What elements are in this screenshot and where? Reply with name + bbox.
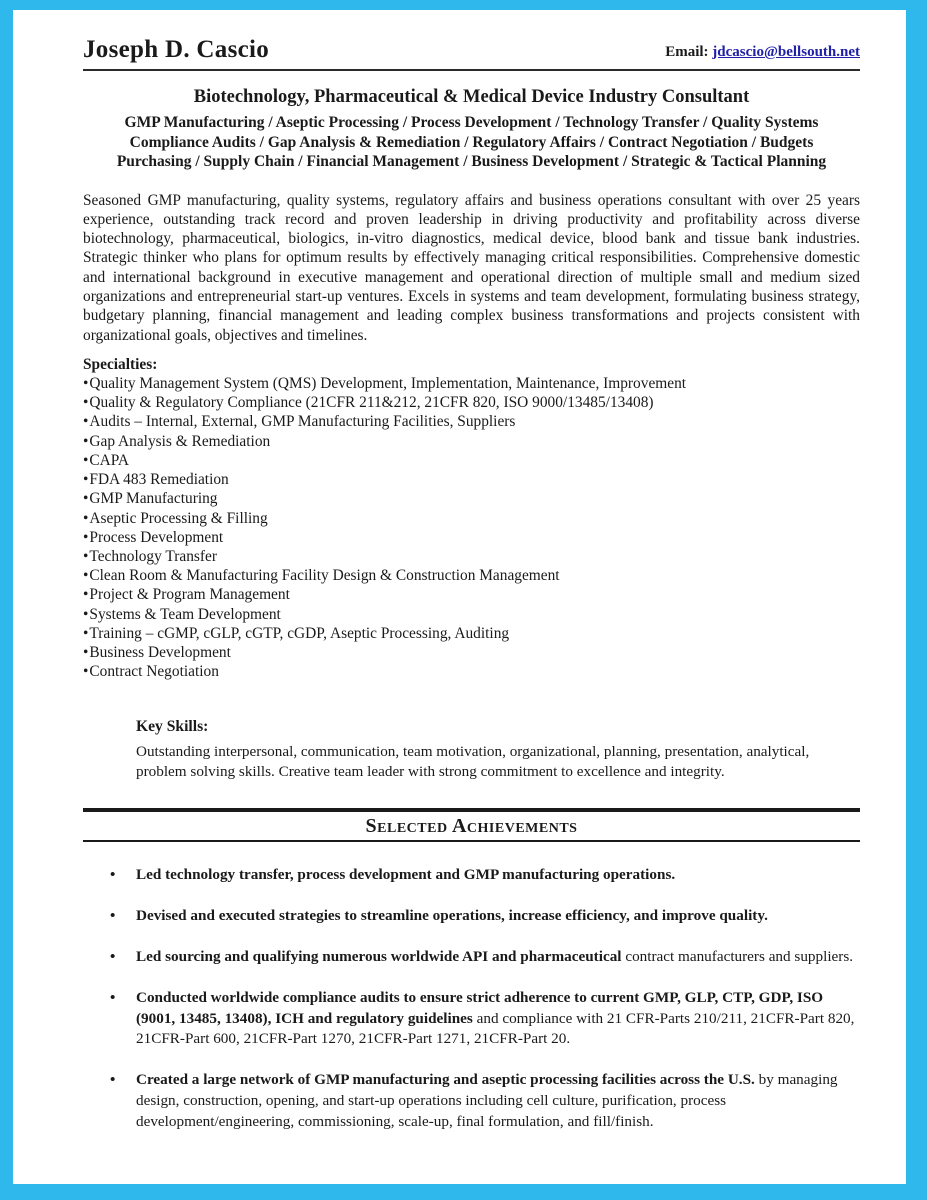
specialty-label: GMP Manufacturing — [89, 490, 218, 508]
document-page — [13, 10, 906, 1184]
bullet-dot-icon: • — [83, 490, 89, 508]
specialty-label: Business Development — [89, 643, 231, 661]
bullet-dot-icon: • — [110, 907, 116, 925]
achievement-bold-text: Devised and executed strategies to streamline operations, increase efficiency, and improve quality. — [136, 907, 768, 925]
document-content — [13, 10, 906, 1133]
specialty-item — [83, 605, 860, 624]
specialty-item — [83, 509, 860, 528]
specialty-label: Technology Transfer — [89, 547, 217, 565]
achievements-heading: Selected Achievements — [365, 815, 578, 838]
specialty-item — [83, 432, 860, 451]
specialties-heading: Specialties: — [83, 355, 158, 373]
bullet-dot-icon: • — [83, 413, 89, 431]
specialty-item — [83, 393, 860, 412]
bullet-dot-icon: • — [83, 605, 89, 623]
achievement-bold-text: Led sourcing and qualifying numerous worldwide API and pharmaceutical — [136, 947, 622, 965]
page-title: Biotechnology, Pharmaceutical & Medical Device Industry Consultant — [193, 87, 750, 107]
achievement-item — [110, 906, 860, 927]
specialty-item — [83, 662, 860, 681]
specialty-item — [83, 374, 860, 393]
bullet-dot-icon: • — [110, 947, 116, 965]
email-link[interactable]: jdcascio@bellsouth.net — [712, 44, 860, 60]
specialty-label: Gap Analysis & Remediation — [89, 432, 271, 450]
achievement-text — [136, 906, 860, 927]
achievement-bold-text: Conducted worldwide compliance audits to ensure strict adherence to current GMP, GLP, CTP, GDP, ISO (9001, 13485, 13408), ICH and regulatory guidelines — [136, 988, 824, 1027]
bullet-dot-icon: • — [83, 663, 89, 681]
bullet-dot-icon: • — [110, 1071, 116, 1089]
specialty-item — [83, 547, 860, 566]
specialty-label: Aseptic Processing & Filling — [89, 509, 268, 527]
bullet-dot-icon: • — [83, 586, 89, 604]
header — [83, 36, 860, 71]
achievement-text — [136, 1070, 860, 1132]
specialty-label: Audits – Internal, External, GMP Manufacturing Facilities, Suppliers — [89, 413, 516, 431]
achievement-bold-text: Created a large network of GMP manufacturing and aseptic processing facilities across the U.S. — [136, 1071, 755, 1089]
key-skills-heading: Key Skills: — [136, 718, 209, 736]
bullet-dot-icon: • — [83, 643, 89, 661]
achievement-item — [110, 865, 860, 886]
specialty-label: Quality Management System (QMS) Development, Implementation, Maintenance, Improvement — [89, 375, 687, 393]
specialty-item — [83, 624, 860, 643]
achievement-text — [136, 988, 860, 1050]
achievement-regular-text: by managing design, construction, opening, and start-up operations including cell culture, purification, process development/engineering, commissioning, scale-up, final formulation, and fill/finish. — [136, 1071, 838, 1130]
achievement-regular-text: and compliance with 21 CFR-Parts 210/211, 21CFR-Part 820, 21CFR-Part 600, 21CFR-Part 1270, 21CFR-Part 1271, 21CFR-Part 20. — [136, 1009, 855, 1048]
bullet-dot-icon: • — [110, 866, 116, 884]
bullet-dot-icon: • — [83, 451, 89, 469]
achievement-item — [110, 947, 860, 968]
bullet-dot-icon: • — [83, 509, 89, 527]
bullet-dot-icon: • — [83, 624, 89, 642]
summary-paragraph: Seasoned GMP manufacturing, quality systems, regulatory affairs and business operations consultant with over 25 years experience, outstanding track record and proven leadership in driving productivity and profitability across diverse biotechnology, pharmaceutical, biologics, in-vitro diagnostics, medical device, blood bank and tissue bank industries. Strategic thinker who plans for optimum results by effectively managing critical responsibilities. Comprehensive domestic and international background in executive management and operational direction of multiple small and medium sized organizations and entrepreneurial start-up ventures. Excels in systems and team development, formulating business strategy, budgetary planning, financial management and leading complex business transformations and projects consistent with organizational goals, objectives and timelines. — [83, 191, 860, 344]
specialty-item — [83, 489, 860, 508]
person-name: Joseph D. Cascio — [83, 36, 270, 63]
achievement-text — [136, 947, 860, 968]
email-label: Email: — [665, 44, 709, 60]
achievement-item — [110, 1070, 860, 1132]
specialty-label: Clean Room & Manufacturing Facility Design & Construction Management — [89, 567, 560, 585]
achievements-list — [83, 865, 860, 1132]
achievement-item — [110, 988, 860, 1050]
tagline-block — [83, 113, 860, 172]
specialty-item — [83, 585, 860, 604]
achievement-regular-text: contract manufacturers and suppliers. — [621, 947, 854, 965]
bullet-dot-icon: • — [83, 567, 89, 585]
bullet-dot-icon: • — [83, 528, 89, 546]
bullet-dot-icon: • — [83, 375, 89, 393]
specialty-item — [83, 470, 860, 489]
key-skills-section — [136, 717, 860, 781]
specialty-label: Training – cGMP, cGLP, cGTP, cGDP, Aseptic Processing, Auditing — [89, 624, 510, 642]
bullet-dot-icon: • — [83, 547, 89, 565]
tagline-line: Purchasing / Supply Chain / Financial Management / Business Development / Strategic & Tactical Planning — [116, 153, 827, 170]
specialty-item — [83, 566, 860, 585]
email-line — [665, 42, 860, 64]
tagline-line: Compliance Audits / Gap Analysis & Remediation / Regulatory Affairs / Contract Negotiation / Budgets — [129, 133, 814, 151]
bullet-dot-icon: • — [83, 471, 89, 489]
bullet-dot-icon: • — [83, 432, 89, 450]
achievement-text — [136, 865, 860, 886]
bullet-dot-icon: • — [83, 394, 89, 412]
specialty-label: Systems & Team Development — [89, 605, 281, 623]
specialty-item — [83, 528, 860, 547]
specialty-item — [83, 412, 860, 431]
specialty-label: Contract Negotiation — [89, 663, 219, 681]
specialty-label: Project & Program Management — [89, 586, 290, 604]
tagline-line: GMP Manufacturing / Aseptic Processing / Process Development / Technology Transfer / Quality Systems — [124, 114, 819, 131]
specialty-label: Process Development — [89, 528, 224, 546]
achievements-header — [83, 808, 860, 842]
specialty-label: Quality & Regulatory Compliance (21CFR 211&212, 21CFR 820, ISO 9000/13485/13408) — [89, 394, 654, 412]
specialties-section — [83, 355, 860, 681]
key-skills-text: Outstanding interpersonal, communication, team motivation, organizational, planning, presentation, analytical, problem solving skills. Creative team leader with strong commitment to excellence and integrity. — [136, 743, 810, 780]
achievement-bold-text: Led technology transfer, process development and GMP manufacturing operations. — [136, 866, 676, 884]
specialty-label: CAPA — [89, 451, 130, 469]
bullet-dot-icon: • — [110, 988, 116, 1006]
specialty-item — [83, 451, 860, 470]
specialty-label: FDA 483 Remediation — [89, 471, 229, 489]
specialty-item — [83, 643, 860, 662]
